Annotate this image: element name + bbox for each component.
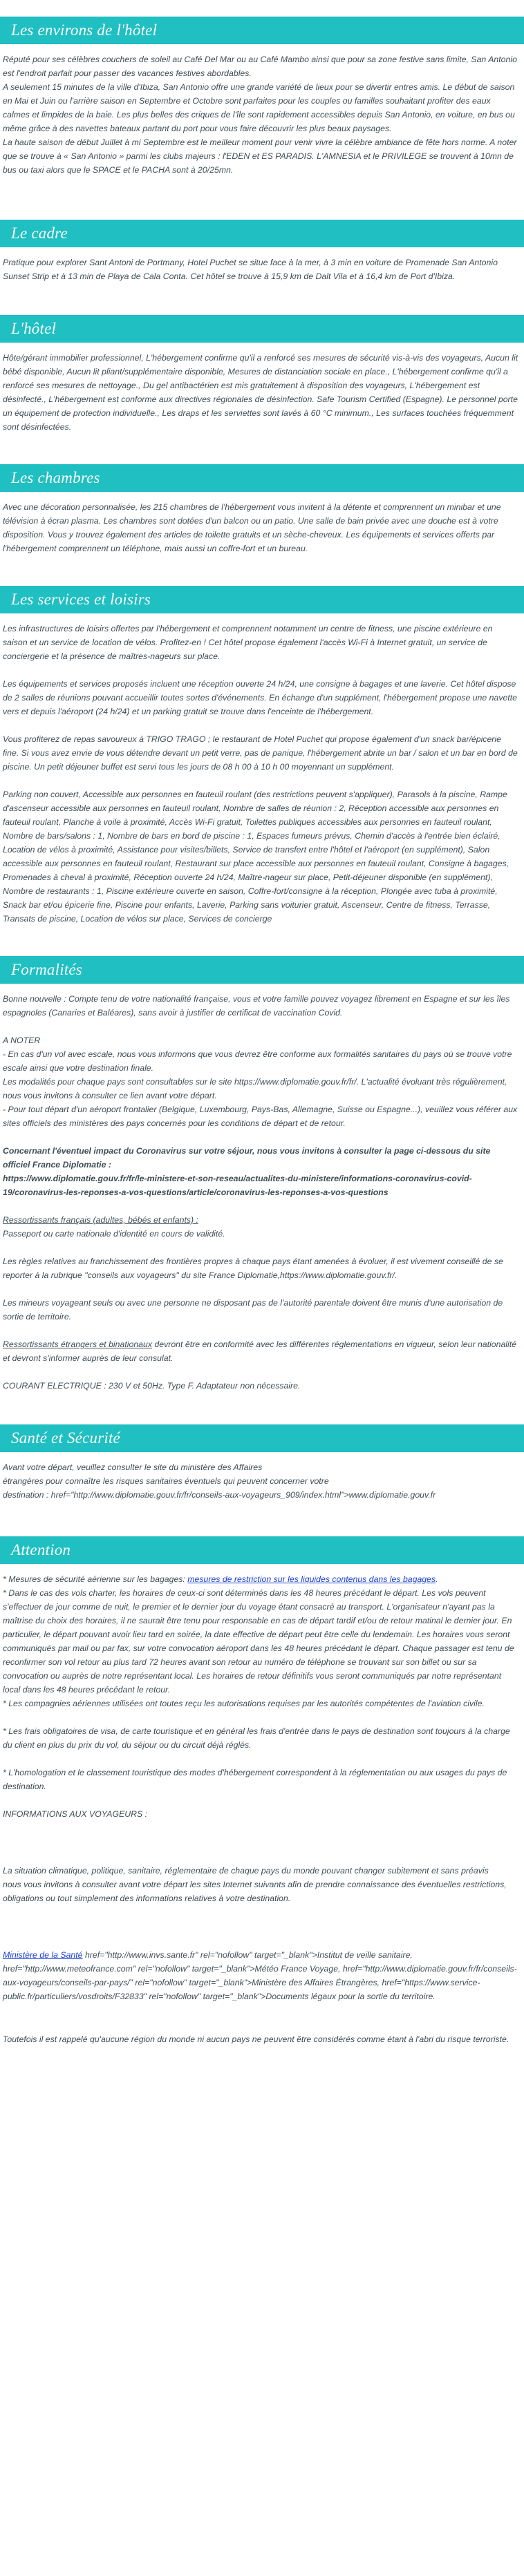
section-paragraph: Les équipements et services proposés incluent une réception ouverte 24 h/24, une consigne à bagages et une laverie. Cet hôtel dispose de 2 salles de réunions pouvant accueillir toutes sortes d'événements. En échange d'un supplément, l'hébergement propose une navette vers et depuis l'aéroport (24 h/24) et un parking gratuit se trouve dans l'enceinte de l'hébergement. bbox=[3, 679, 517, 716]
section-title: Attention bbox=[11, 1541, 71, 1558]
section-paragraph: Avant votre départ, veuillez consulter le site du ministère des Affaires étrangères pour connaître les risques sanitaires éventuels qui peuvent concerner votre destination : href="http://www.diplomatie.gouv.fr/fr/conseils-aux-voyageurs_909/index.html">www.diplomatie.gouv.fr bbox=[3, 1462, 436, 1500]
section-environs bbox=[0, 17, 524, 177]
section-title: Les chambres bbox=[11, 469, 100, 486]
section-header bbox=[0, 586, 524, 613]
section-cadre bbox=[0, 220, 524, 283]
section-attention bbox=[0, 1536, 524, 2046]
section-paragraph bbox=[3, 1337, 518, 1365]
section-paragraph: A NOTER - En cas d'un vol avec escale, nous vous informons que vous devrez être conforme aux formalités sanitaires du pays où se trouve votre escale ainsi que votre destination finale. Les modalités pour chaque pays sont consultables sur le site https://www.diplomatie.gouv.fr/fr/. L'actualité évoluant très régulièrement, nous vous invitons à consulter ce lien avant votre départ. - Pour tout départ d'un aéroport frontalier (Belgique, Luxembourg, Pays-Bas, Allemagne, Suisse ou Espagne...), veuillez vous référer aux sites officiels des ministères des pays concernés pour les conditions de départ et de retour. bbox=[3, 1036, 518, 1128]
section-title: Les services et loisirs bbox=[11, 591, 151, 608]
section-paragraph: Hôte/gérant immobilier professionnel, L'hébergement confirme qu'il a renforcé ses mesures de sécurité vis-à-vis des voyageurs, Aucun lit bébé disponible, Aucun lit pliant/supplémentaire disponible, Mesures de distanciation sociale en place., L'hébergement confirme qu'il a renforcé ses mesures de nettoyage., Du gel antibactérien est mis gratuitement à disposition des voyageurs, L'hébergement est désinfecté., L'hébergement est conforme aux directives régionales de désinfection. Safe Tourism Certified (Espagne). Le personnel porte un équipement de protection individuelle., Les draps et les serviettes sont lavés à 60 °C minimum., Les surfaces touchées fréquemment sont désinfectées. bbox=[3, 353, 518, 432]
section-paragraph: Parking non couvert, Accessible aux personnes en fauteuil roulant (des restrictions peuvent s'appliquer), Parasols à la piscine, Rampe d'ascenseur accessible aux personnes en fauteuil roulant, Nombre de salles de réunion : 2, Réception accessible aux personnes en fauteuil roulant, Planche à voile à proximité, Accès Wi-Fi gratuit, Toilettes publiques accessibles aux personnes en fauteuil roulant, Nombre de bars/salons : 1, Nombre de bars en bord de piscine : 1, Espaces fumeurs prévus, Chemin d'accès à l'entrée bien éclairé, Location de vélos à proximité, Assistance pour visites/billets, Service de transfert entre l'hôtel et l'aéroport (en supplément), Salon accessible aux personnes en fauteuil roulant, Restaurant sur place accessible aux personnes en fauteuil roulant, Consigne à bagages, Promenades à cheval à proximité, Réception ouverte 24 h/24, Maître-nageur sur place, Petit-déjeuner disponible (en supplément), Nombre de restaurants : 1, Piscine extérieure ouverte en saison, Coffre-fort/consigne à la réception, Plongée avec tuba à proximité, Snack bar et/ou épicerie fine, Piscine pour enfants, Laverie, Parking sans voiturier gratuit, Ascenseur, Centre de fitness, Terrasse, Transats de piscine, Location de vélos sur place, Services de concierge bbox=[3, 790, 509, 924]
section-hotel bbox=[0, 315, 524, 434]
section-header bbox=[0, 1424, 524, 1452]
section-paragraph: Avec une décoration personnalisée, les 215 chambres de l'hébergement vous invitent à la détente et comprennent un minibar et une télévision à écran plasma. Les chambres sont dotées d'un balcon ou un patio. Une salle de bain privée avec une douche est à votre disposition. Vous y trouvez également des articles de toilette gratuits et un sèche-cheveux. Les équipements et services offerts par l'hébergement comprennent un téléphone, mais aussi un coffre-fort et un bureau. bbox=[3, 502, 501, 553]
subheading: Ressortissants français (adultes, bébés et enfants) : bbox=[3, 1215, 198, 1225]
section-title: Le cadre bbox=[11, 225, 68, 242]
section-paragraph: Bonne nouvelle : Compte tenu de votre nationalité française, vous et votre famille pouvez voyagez librement en Espagne et sur les îles espagnoles (Canaries et Baléares), sans avoir à justifier de certificat de vaccination Covid. bbox=[3, 994, 510, 1018]
section-title: L'hôtel bbox=[11, 320, 57, 337]
section-header bbox=[0, 1536, 524, 1564]
liquids-restriction-link[interactable]: mesures de restriction sur les liquides contenus dans les bagages bbox=[187, 1574, 436, 1584]
section-paragraph: * L'homologation et le classement touristique des modes d'hébergement correspondent à la réglementation ou aux usages du pays de destination. bbox=[3, 1768, 507, 1791]
section-chambres bbox=[0, 464, 524, 555]
section-paragraph bbox=[3, 1213, 518, 1241]
paragraph-text: * Dans le cas des vols charter, les horaires de ceux-ci sont déterminés dans les 48 heures précédant le départ. Les vols peuvent s'effectuer de jour comme de nuit, le premier et le dernier jour du voyage étant consacré au transport. L'organisateur n'ayant pas la maîtrise du choix des horaires, il ne saurait être tenu pour responsable en cas de départ tardif et/ou de retour matinal le dernier jour. En particulier, le départ pouvant avoir lieu tard en soirée, la date effective de départ peut être celle du lendemain. Les horaires vous seront communiqués par mail ou par fax, sur votre convocation aéroport dans les 48 heures précédant le départ. Chaque passager est tenu de reconfirmer son vol retour au plus tard 72 heures avant son retour au numéro de téléphone se trouvant sur son billet ou sur sa convocation ou auprès de notre représentant local. Les horaires de retour définitifs vous seront communiqués par notre représentant local dans les 48 heures précédant le retour. * Les compagnies aériennes utilisées ont toutes reçu les autorisations requises par les autorités compétentes de l'aviation civile. bbox=[3, 1588, 514, 1708]
coronavirus-notice: Concernant l'éventuel impact du Coronavirus sur votre séjour, nous vous invitons à consulter la page ci-dessous du site officiel France Diplomatie : https://www.diplomatie.gouv.fr/fr/le-ministere-et-son-reseau/actualites-du-ministere/informations-coronavirus-covid-19/coronavirus-les-reponses-a-vos-questions/article/coronavirus-les-reponses-a-vos-questions bbox=[3, 1146, 491, 1197]
paragraph-text: . bbox=[436, 1574, 438, 1584]
subheading: Ressortissants étrangers et binationaux bbox=[3, 1339, 152, 1349]
section-header bbox=[0, 315, 524, 343]
section-paragraph: La situation climatique, politique, sanitaire, réglementaire de chaque pays du monde pouvant changer subitement et sans préavis nous vous invitons à consulter avant votre départ les sites Internet suivants afin de prendre connaissance des éventuelles restrictions, obligations ou tout simplement des informations relatives à votre destination. bbox=[3, 1866, 507, 1903]
section-formalites bbox=[0, 956, 524, 1393]
paragraph-text: devront être en conformité avec les différentes réglementations en vigueur, selon leur nationalité et devront s'informer auprès de leur consulat. bbox=[3, 1339, 517, 1363]
section-header bbox=[0, 220, 524, 247]
section-paragraph: Pratique pour explorer Sant Antoni de Portmany, Hotel Puchet se situe face à la mer, à 3 min en voiture de Promenade San Antonio Sunset Strip et à 13 min de Playa de Cala Conta. Cet hôtel se trouve à 15,9 km de Dalt Vila et à 16,4 km de Port d'Ibiza. bbox=[3, 258, 498, 281]
section-paragraph bbox=[3, 1948, 518, 2003]
section-paragraph: Vous profiterez de repas savoureux à TRIGO TRAGO ; le restaurant de Hotel Puchet qui propose également d'un snack bar/épicerie fine. Si vous avez envie de vous détendre devant un petit verre, pas de panique, l'hébergement abrite un bar / salon et un bar en bord de piscine. Un petit déjeuner buffet est servi tous les jours de 08 h 00 à 10 h 00 moyennant un supplément. bbox=[3, 734, 518, 772]
section-paragraph: INFORMATIONS AUX VOYAGEURS : bbox=[3, 1809, 148, 1819]
section-services bbox=[0, 586, 524, 926]
section-header bbox=[0, 956, 524, 984]
section-paragraph: Toutefois il est rappelé qu'aucune région du monde ni aucun pays ne peuvent être considérés comme étant à l'abri du risque terroriste. bbox=[3, 2034, 509, 2044]
section-paragraph: Les règles relatives au franchissement des frontières propres à chaque pays étant amenées à évoluer, il est vivement conseillé de se reporter à la rubrique "conseils aux voyageurs" du site France Diplomatie,https://www.diplomatie.gouv.fr/. bbox=[3, 1257, 503, 1280]
section-paragraph bbox=[3, 1572, 518, 1710]
paragraph-text: href="http://www.invs.sante.fr" rel="nofollow" target="_blank">Institut de veille sanitaire, href="http://www.meteofrance.com" rel="nofollow" target="_blank">Météo France Voyage, href="http://www.diplomatie.gouv.fr/fr/conseils-aux-voyageurs/conseils-par-pays/" rel="nofollow" target="_blank">Ministère des Affaires Étrangères, href="https://www.service-public.fr/particuliers/vosdroits/F32833" rel="nofollow" target="_blank">Documents légaux pour la sortie du territoire. bbox=[3, 1950, 517, 2001]
section-title: Les environs de l'hôtel bbox=[11, 21, 158, 39]
section-paragraph: * Les frais obligatoires de visa, de carte touristique et en général les frais d'entrée dans le pays de destination sont toujours à la charge du client en plus du prix du vol, du séjour ou du circuit déjà réglés. bbox=[3, 1726, 510, 1750]
section-title: Formalités bbox=[11, 961, 82, 978]
section-paragraph: Les infrastructures de loisirs offertes par l'hébergement et comprennent notamment un centre de fitness, une piscine extérieure en saison et un service de location de vélos. Profitez-en ! Cet hôtel propose également l'accès Wi-Fi à Internet gratuit, un service de conciergerie et la présence de maîtres-nageurs sur place. bbox=[3, 624, 493, 661]
section-paragraph: COURANT ELECTRIQUE : 230 V et 50Hz. Type F. Adaptateur non nécessaire. bbox=[3, 1381, 301, 1391]
paragraph-text: * Mesures de sécurité aérienne sur les bagages: bbox=[3, 1574, 188, 1584]
section-header bbox=[0, 464, 524, 492]
section-paragraph: Réputé pour ses célèbres couchers de soleil au Café Del Mar ou au Café Mambo ainsi que pour sa zone festive sans limite, San Antonio est l'endroit parfait pour passer des vacances festives abordables. A seulement 15 minutes de la ville d'Ibiza, San Antonio offre une grande variété de lieux pour se divertir entres amis. Le début de saison en Mai et Juin ou l'arrière saison en Septembre et Octobre sont parfaites pour les couples ou familles souhaitant profiter des eaux calmes et limpides de la baie. Les plus belles des criques de l'île sont rapidement accessibles depuis San Antonio, en voiture, en bus ou même grâce à des navettes bateaux partant du port pour vous faire découvrir les plus beaux paysages. La haute saison de début Juillet à mi Septembre est le meilleur moment pour venir vivre la célèbre ambiance de fête hors norme. A noter que se trouve à « San Antonio » parmi les clubs majeurs : l'EDEN et ES PARADIS. L'AMNESIA et le PRIVILEGE se trouvent à 10mn de bus ou taxi alors que le SPACE et le PACHA sont à 20/25mn. bbox=[3, 55, 517, 175]
section-header bbox=[0, 17, 524, 44]
section-title: Santé et Sécurité bbox=[11, 1429, 120, 1447]
section-sante bbox=[0, 1424, 524, 1502]
section-paragraph: Les mineurs voyageant seuls ou avec une personne ne disposant pas de l'autorité parentale doivent être munis d'une autorisation de sortie de territoire. bbox=[3, 1298, 503, 1322]
paragraph-text: Passeport ou carte nationale d'identité en cours de validité. bbox=[3, 1229, 225, 1239]
ministere-sante-link[interactable]: Ministère de la Santé bbox=[3, 1950, 83, 1960]
